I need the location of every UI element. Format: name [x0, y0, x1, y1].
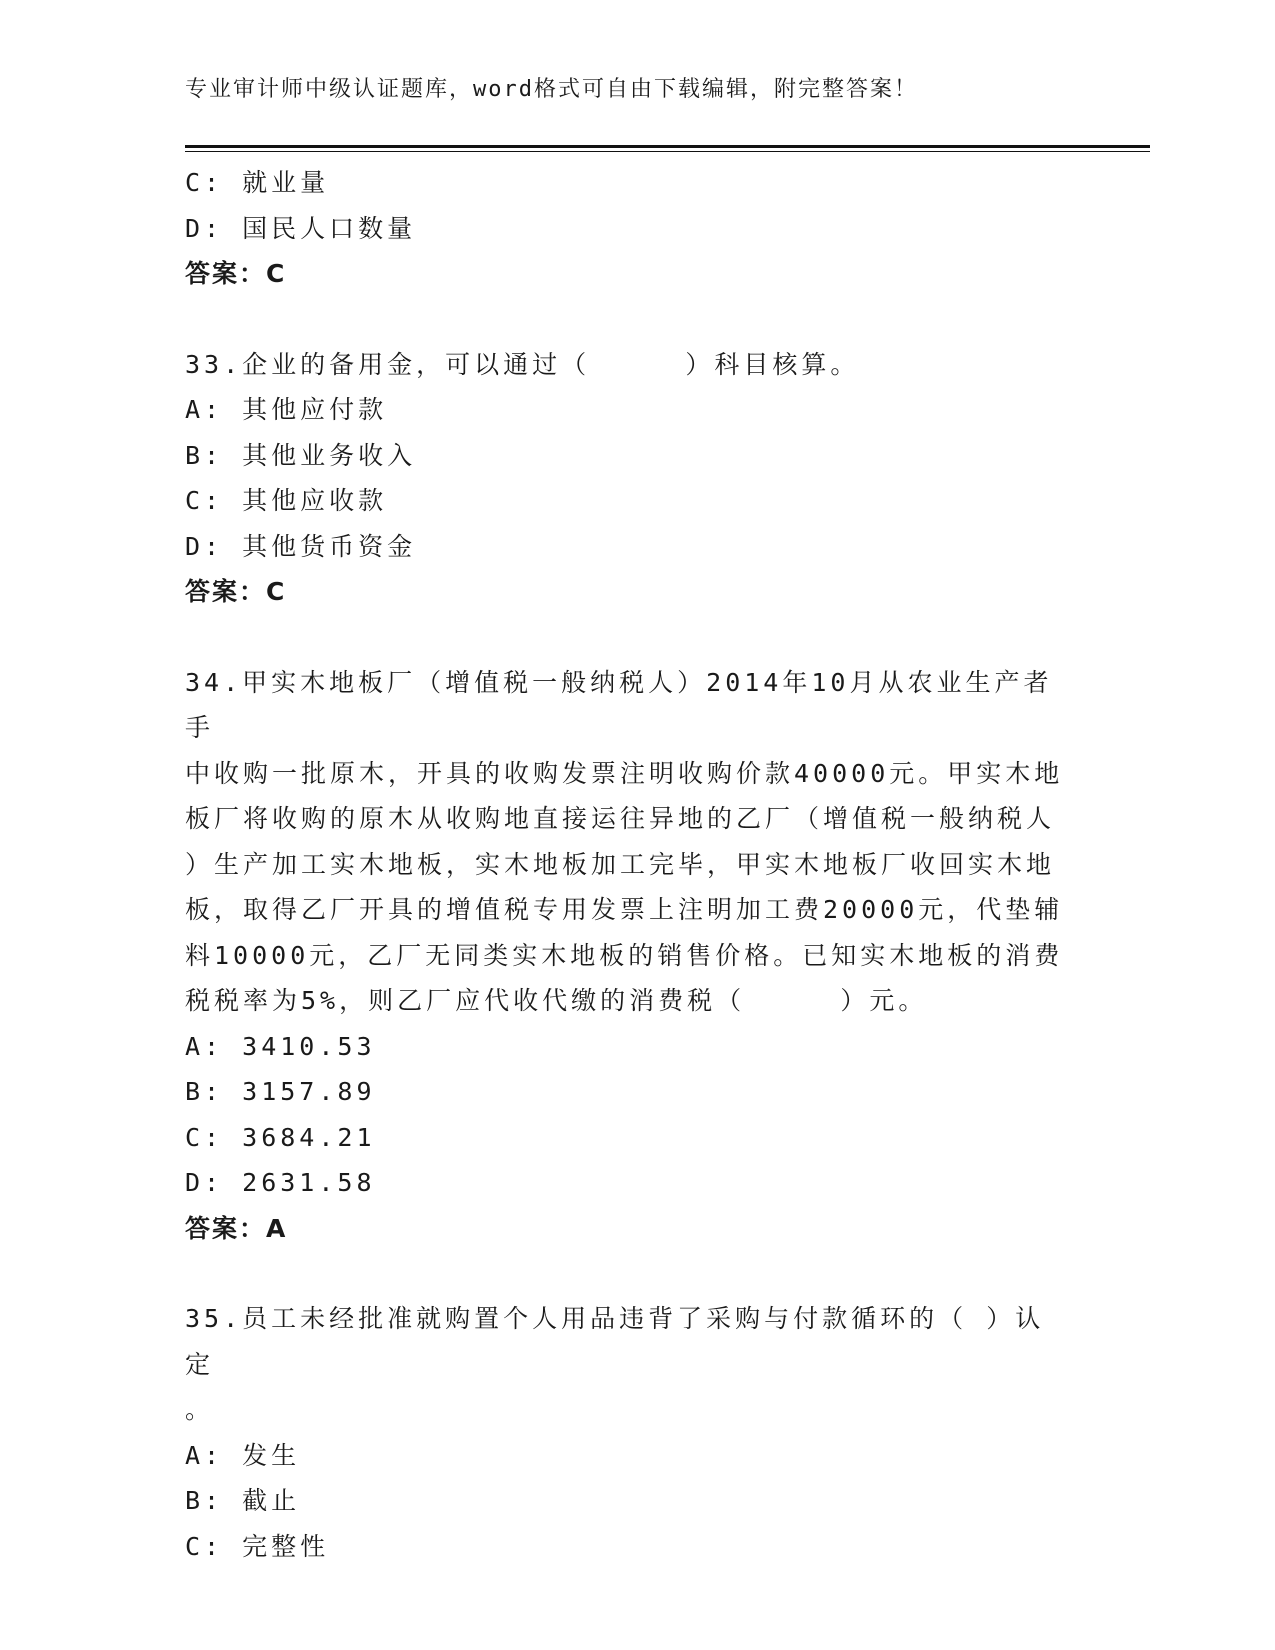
- question-stem-line: 料10000元，乙厂无同类实木地板的销售价格。已知实木地板的消费: [185, 940, 1064, 970]
- question-stem-line: 34.甲实木地板厂（增值税一般纳税人）2014年10月从农业生产者手: [185, 667, 1053, 742]
- answer-line: 答案：C: [185, 577, 287, 606]
- question-stem-line: 。: [185, 1395, 215, 1424]
- question-stem-line: 税税率为5%，则乙厂应代收代缴的消费税（ ）元。: [185, 986, 928, 1015]
- option-b: B: 截止: [185, 1486, 301, 1515]
- option-c: C: 3684.21: [185, 1122, 376, 1152]
- question-33: [185, 342, 1065, 615]
- option-a: A: 3410.53: [185, 1031, 376, 1061]
- question-stem-line: 33.企业的备用金，可以通过（ ）科目核算。: [185, 349, 860, 379]
- option-d: D: 国民人口数量: [185, 213, 417, 243]
- question-stem-line: 中收购一批原木，开具的收购发票注明收购价款40000元。甲实木地: [185, 758, 1064, 788]
- carryover-block: [185, 160, 1065, 297]
- option-c: C: 完整性: [185, 1531, 330, 1561]
- question-35: [185, 1296, 1065, 1569]
- option-d: D: 其他货币资金: [185, 531, 417, 561]
- question-stem-line: 35.员工未经批准就购置个人用品违背了采购与付款循环的（ ）认定: [185, 1304, 1045, 1379]
- option-d: D: 2631.58: [185, 1168, 376, 1197]
- header-rule-thin: [185, 151, 1150, 152]
- option-c: C: 就业量: [185, 168, 330, 197]
- option-a: A: 其他应付款: [185, 395, 388, 424]
- option-b: B: 3157.89: [185, 1077, 376, 1106]
- page-header: 专业审计师中级认证题库，word格式可自由下载编辑，附完整答案！: [185, 77, 918, 102]
- answer-line: 答案：A: [185, 1213, 288, 1243]
- question-34: [185, 660, 1065, 1252]
- option-b: B: 其他业务收入: [185, 440, 417, 470]
- document-body: [185, 160, 1065, 1569]
- answer-line: 答案：C: [185, 259, 287, 288]
- question-stem-line: 板厂将收购的原木从收购地直接运往异地的乙厂（增值税一般纳税人: [185, 804, 1056, 833]
- header-rule-thick: [185, 145, 1150, 148]
- option-a: A: 发生: [185, 1440, 301, 1470]
- question-stem-line: ）生产加工实木地板，实木地板加工完毕，甲实木地板厂收回实木地: [185, 849, 1056, 879]
- option-c: C: 其他应收款: [185, 486, 388, 515]
- question-stem-line: 板，取得乙厂开具的增值税专用发票上注明加工费20000元，代垫辅: [185, 895, 1064, 924]
